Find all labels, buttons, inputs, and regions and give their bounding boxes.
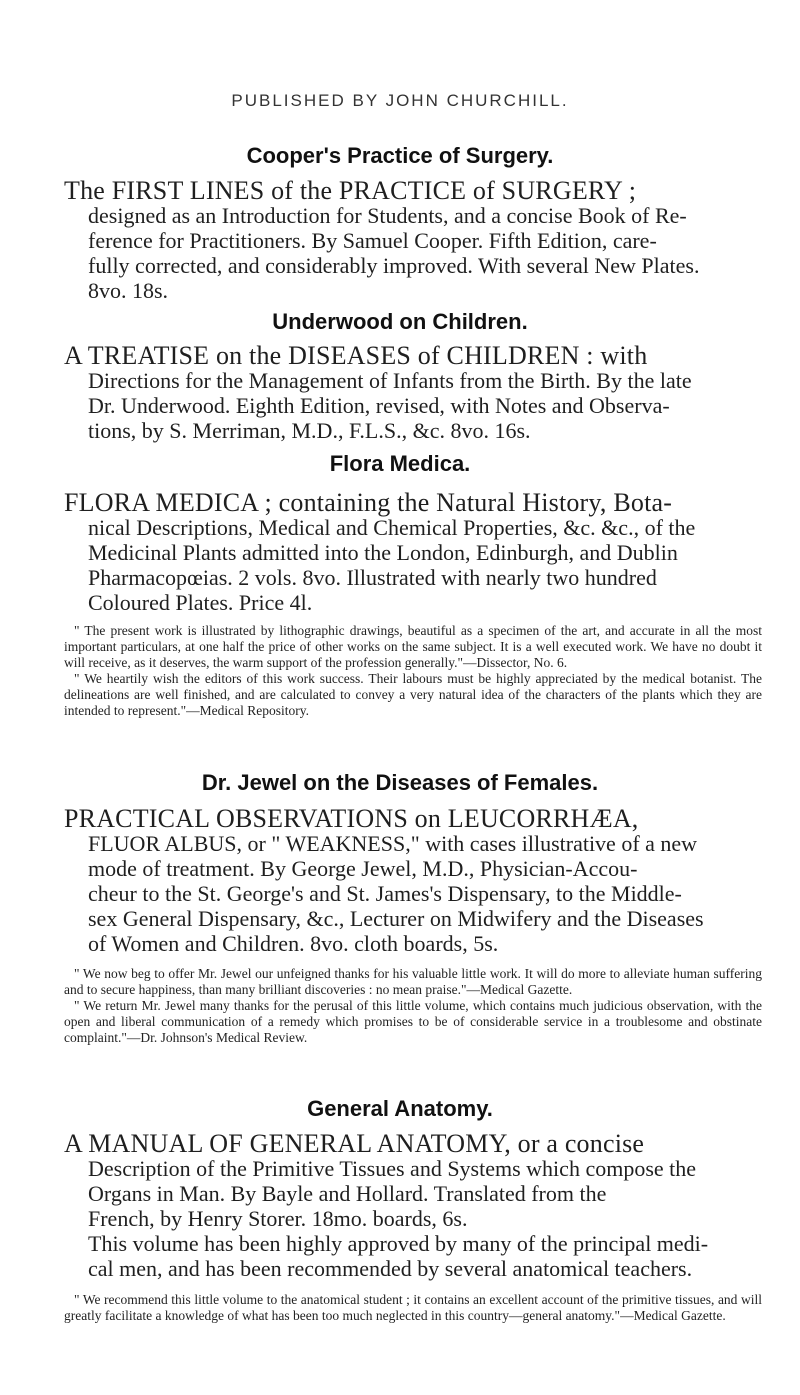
entry-line: Description of the Primitive Tissues and Systems which compose the [88, 1156, 697, 1181]
entry-flora [64, 490, 754, 615]
entry-line: FLORA MEDICA ; containing the Natural History, Bota- [64, 488, 673, 517]
entry-line: PRACTICAL OBSERVATIONS on LEUCORRHÆA, [64, 804, 639, 833]
entry-line: Organs in Man. By Bayle and Hollard. Translated from the [88, 1181, 607, 1206]
review-quote: " The present work is illustrated by lithographic drawings, beautiful as a specimen of the art, and accurate in all the most important particulars, at one half the price of other works on the same subject. It is a well executed work. We have no doubt it will receive, as it deserves, the warm support of the profession generally."—Dissector, No. 6. [64, 623, 762, 670]
section-heading-cooper: Cooper's Practice of Surgery. [246, 143, 554, 168]
entry-line: Directions for the Management of Infants from the Birth. By the late [88, 368, 692, 393]
entry-line: A MANUAL OF GENERAL ANATOMY, or a concise [64, 1129, 645, 1158]
section-heading-underwood: Underwood on Children. [272, 309, 528, 334]
entry-line: mode of treatment. By George Jewel, M.D., Physician-Accou- [88, 856, 638, 881]
entry-cooper [64, 178, 754, 303]
entry-underwood [64, 343, 754, 443]
entry-line: A TREATISE on the DISEASES of CHILDREN : with [64, 341, 648, 370]
section-heading-anatomy: General Anatomy. [307, 1096, 493, 1121]
entry-line: This volume has been highly approved by many of the principal medi- [88, 1231, 709, 1256]
entry-line: tions, by S. Merriman, M.D., F.L.S., &c. 8vo. 16s. [88, 418, 531, 443]
entry-line: cal men, and has been recommended by several anatomical teachers. [88, 1256, 693, 1281]
entry-anatomy [64, 1131, 754, 1281]
entry-line: ference for Practitioners. By Samuel Cooper. Fifth Edition, care- [88, 228, 657, 253]
entry-line: of Women and Children. 8vo. cloth boards, 5s. [88, 931, 499, 956]
review-quote: " We return Mr. Jewel many thanks for the perusal of this little volume, which contains much judicious observation, with the open and liberal communication of a remedy which promises to be of considerable service in a troublesome and obstinate complaint."—Dr. Johnson's Medical Review. [64, 998, 762, 1045]
review-quote: " We heartily wish the editors of this work success. Their labours must be highly appreciated by the medical botanist. The delineations are well finished, and are calculated to convey a very natural idea of the characters of the plants which they are intended to represent."—Medical Repository. [64, 671, 762, 718]
entry-line: 8vo. 18s. [88, 278, 169, 303]
entry-line: Dr. Underwood. Eighth Edition, revised, with Notes and Observa- [88, 393, 670, 418]
entry-line: Medicinal Plants admitted into the London, Edinburgh, and Dublin [88, 540, 678, 565]
review-quotes-flora [64, 623, 762, 719]
entry-line: The FIRST LINES of the PRACTICE of SURGERY ; [64, 176, 637, 205]
section-heading-flora: Flora Medica. [329, 451, 471, 476]
publisher-line: PUBLISHED BY JOHN CHURCHILL. [231, 91, 569, 110]
entry-line: nical Descriptions, Medical and Chemical Properties, &c. &c., of the [88, 515, 696, 540]
review-quote: " We now beg to offer Mr. Jewel our unfeigned thanks for his valuable little work. It will do more to alleviate human suffering and to secure happiness, than many brilliant discoveries : no mean praise."—Medical Gazette. [64, 966, 762, 997]
review-quotes-jewel [64, 966, 762, 1046]
entry-line: designed as an Introduction for Students, and a concise Book of Re- [88, 203, 687, 228]
entry-line: sex General Dispensary, &c., Lecturer on Midwifery and the Diseases [88, 906, 704, 931]
review-quotes-anatomy [64, 1292, 762, 1324]
entry-line: cheur to the St. George's and St. James's Dispensary, to the Middle- [88, 881, 682, 906]
entry-jewel [64, 806, 754, 956]
entry-line: Pharmacopœias. 2 vols. 8vo. Illustrated with nearly two hundred [88, 565, 657, 590]
entry-line: FLUOR ALBUS, or " WEAKNESS," with cases illustrative of a new [88, 831, 698, 856]
entry-line: fully corrected, and considerably improved. With several New Plates. [88, 253, 700, 278]
entry-line: Coloured Plates. Price 4l. [88, 590, 313, 615]
review-quote: " We recommend this little volume to the anatomical student ; it contains an excellent account of the primitive tissues, and will greatly facilitate a knowledge of what has been too much neglected in this country—general anatomy."—Medical Gazette. [64, 1292, 762, 1323]
section-heading-jewel: Dr. Jewel on the Diseases of Females. [201, 770, 599, 795]
entry-line: French, by Henry Storer. 18mo. boards, 6s. [88, 1206, 468, 1231]
